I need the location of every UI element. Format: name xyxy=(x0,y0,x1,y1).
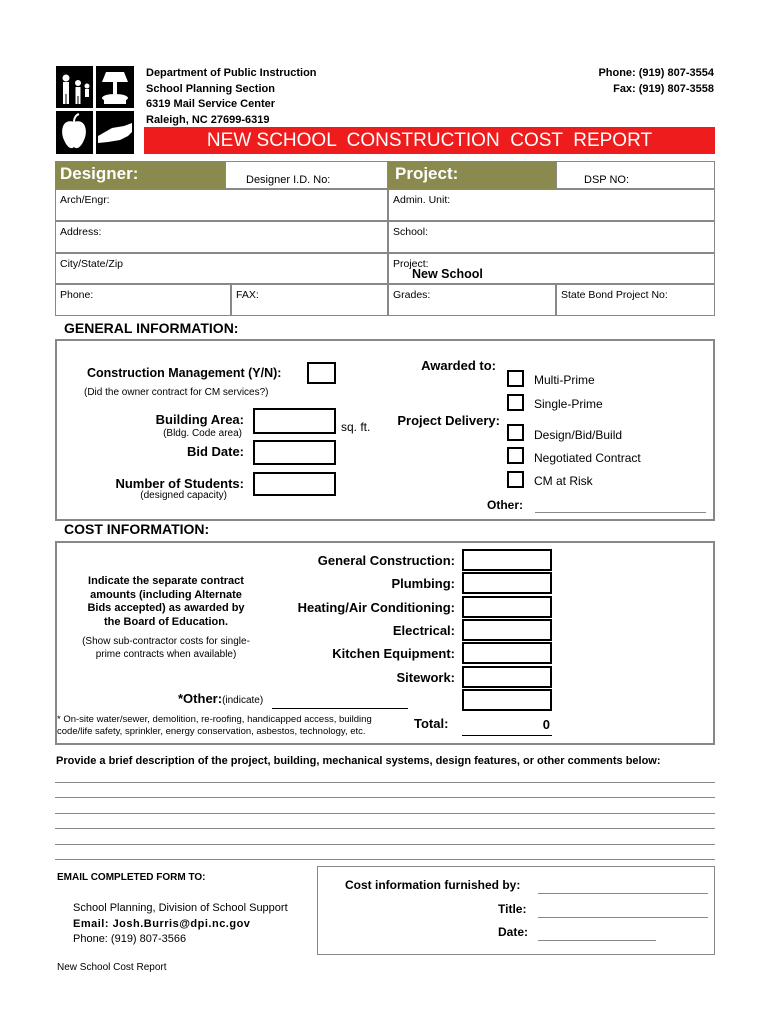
dsp-no-label: DSP NO: xyxy=(584,174,630,186)
dsp-no-cell[interactable] xyxy=(556,161,715,189)
plumbing-label: Plumbing: xyxy=(391,576,455,591)
description-line-3[interactable] xyxy=(55,813,715,814)
building-area-label: Building Area: xyxy=(155,412,244,427)
page-title: NEW SCHOOL CONSTRUCTION COST REPORT xyxy=(206,130,653,151)
other-cost-line[interactable] xyxy=(272,708,408,709)
design-bid-build-label: Design/Bid/Build xyxy=(534,428,623,442)
total-underline xyxy=(462,735,552,736)
cost-note xyxy=(70,636,262,661)
org-address: 6319 Mail Service Center xyxy=(146,98,276,110)
kitchen-equipment-input[interactable] xyxy=(462,642,552,664)
sqft-unit: sq. ft. xyxy=(341,420,371,434)
date-label: Date: xyxy=(498,925,529,939)
org-fax: Fax: (919) 807-3558 xyxy=(613,82,714,95)
bond-project-label: State Bond Project No: xyxy=(561,289,668,301)
negotiated-contract-checkbox[interactable] xyxy=(507,447,524,464)
phone-label: Phone: xyxy=(60,289,94,301)
cost-instr-line4: the Board of Education. xyxy=(103,615,229,628)
description-line-2[interactable] xyxy=(55,797,715,798)
cost-instructions xyxy=(70,575,262,629)
footer-phone: Phone: (919) 807-3566 xyxy=(73,933,187,945)
project-value: New School xyxy=(412,267,483,281)
cm-at-risk-label: CM at Risk xyxy=(534,474,593,488)
hvac-input[interactable] xyxy=(462,596,552,618)
date-line[interactable] xyxy=(538,940,656,941)
school-field[interactable] xyxy=(388,221,715,253)
other-delivery-line[interactable] xyxy=(535,512,706,513)
arch-engr-label: Arch/Engr: xyxy=(60,194,110,206)
plumbing-input[interactable] xyxy=(462,572,552,594)
footer-dept: School Planning, Division of School Support xyxy=(73,902,288,914)
org-city: Raleigh, NC 27699-6319 xyxy=(146,113,270,126)
arch-engr-field[interactable] xyxy=(55,189,388,221)
description-line-5[interactable] xyxy=(55,844,715,845)
footer-address xyxy=(73,901,288,948)
cost-instr-line2: amounts (including Alternate xyxy=(90,588,242,601)
students-input[interactable] xyxy=(253,472,336,496)
bid-date-label: Bid Date: xyxy=(186,444,244,459)
description-line-1[interactable] xyxy=(55,782,715,783)
kitchen-equipment-label: Kitchen Equipment: xyxy=(332,646,455,661)
other-cost-label: *Other: xyxy=(178,691,223,706)
other-cost-label-group xyxy=(178,690,263,708)
building-area-note: (Bldg. Code area) xyxy=(163,428,242,439)
footer-email: Email: Josh.Burris@dpi.nc.gov xyxy=(73,917,251,930)
students-label: Number of Students: xyxy=(115,476,244,491)
single-prime-checkbox[interactable] xyxy=(507,394,524,411)
sitework-label: Sitework: xyxy=(396,670,455,685)
cost-note-line1: (Show sub-contractor costs for single- xyxy=(82,636,250,647)
multi-prime-checkbox[interactable] xyxy=(507,370,524,387)
admin-unit-field[interactable] xyxy=(388,189,715,221)
address-label: Address: xyxy=(60,226,102,238)
awarded-to-label: Awarded to: xyxy=(421,358,496,373)
bid-date-input[interactable] xyxy=(253,440,336,465)
phone-field[interactable] xyxy=(55,284,231,316)
furnished-by-label: Cost information furnished by: xyxy=(345,878,521,892)
fax-label: FAX: xyxy=(236,289,259,301)
total-value: 0 xyxy=(542,717,550,732)
design-bid-build-checkbox[interactable] xyxy=(507,424,524,441)
school-label: School: xyxy=(393,226,429,238)
cost-instr-line1: Indicate the separate contract xyxy=(88,575,244,587)
general-info-heading: GENERAL INFORMATION: xyxy=(64,320,239,336)
multi-prime-label: Multi-Prime xyxy=(534,373,595,387)
general-construction-label: General Construction: xyxy=(317,553,455,568)
project-label: Project: xyxy=(393,258,429,270)
description-line-4[interactable] xyxy=(55,828,715,829)
admin-unit-label: Admin. Unit: xyxy=(393,194,451,206)
description-prompt: Provide a brief description of the project, building, mechanical systems, design features, or other comments below: xyxy=(56,755,661,767)
designer-heading: Designer: xyxy=(60,164,139,183)
bond-project-field[interactable] xyxy=(556,284,715,316)
dpi-logo xyxy=(56,66,134,154)
cm-at-risk-checkbox[interactable] xyxy=(507,471,524,488)
other-cost-input[interactable] xyxy=(462,689,552,711)
students-note: (designed capacity) xyxy=(140,490,227,501)
grades-field[interactable] xyxy=(388,284,556,316)
org-section: School Planning Section xyxy=(146,82,275,95)
project-field[interactable] xyxy=(388,253,715,284)
grades-label: Grades: xyxy=(393,289,431,301)
title-label: Title: xyxy=(498,902,527,916)
other-delivery-label: Other: xyxy=(487,498,523,512)
fax-field[interactable] xyxy=(231,284,388,316)
other-note-line2: code/life safety, sprinkler, energy conservation, asbestos, technology, etc. xyxy=(57,726,366,737)
cost-note-line2: prime contracts when available) xyxy=(95,648,237,660)
address-field[interactable] xyxy=(55,221,388,253)
project-delivery-label: Project Delivery: xyxy=(397,413,500,428)
project-heading: Project: xyxy=(395,164,459,183)
other-note-line1: * On-site water/sewer, demolition, re-roofing, handicapped access, building xyxy=(57,714,372,725)
cost-instr-line3: Bids accepted) as awarded by xyxy=(87,602,245,614)
electrical-input[interactable] xyxy=(462,619,552,641)
city-state-zip-label: City/State/Zip xyxy=(60,258,124,270)
electrical-label: Electrical: xyxy=(392,623,455,638)
description-line-6[interactable] xyxy=(55,859,715,860)
general-construction-input[interactable] xyxy=(462,549,552,571)
single-prime-label: Single-Prime xyxy=(534,397,603,411)
designer-id-label: Designer I.D. No: xyxy=(246,174,331,186)
title-line[interactable] xyxy=(538,917,708,918)
building-area-input[interactable] xyxy=(253,408,336,434)
furnished-by-line[interactable] xyxy=(538,893,708,894)
email-heading: EMAIL COMPLETED FORM TO: xyxy=(57,872,206,883)
cm-label: Construction Management (Y/N): xyxy=(87,366,282,380)
org-name: Department of Public Instruction xyxy=(146,67,317,79)
hvac-label: Heating/Air Conditioning: xyxy=(297,600,455,615)
city-state-zip-field[interactable] xyxy=(55,253,388,284)
org-phone: Phone: (919) 807-3554 xyxy=(598,67,714,79)
negotiated-contract-label: Negotiated Contract xyxy=(534,451,641,465)
cm-note: (Did the owner contract for CM services?) xyxy=(84,387,269,398)
cm-input[interactable] xyxy=(307,362,336,384)
cost-info-heading: COST INFORMATION: xyxy=(64,521,210,537)
other-cost-note xyxy=(57,714,372,738)
other-cost-indicate: (indicate) xyxy=(222,695,264,706)
form-name: New School Cost Report xyxy=(57,962,167,973)
sitework-input[interactable] xyxy=(462,666,552,688)
total-label: Total: xyxy=(414,716,449,731)
